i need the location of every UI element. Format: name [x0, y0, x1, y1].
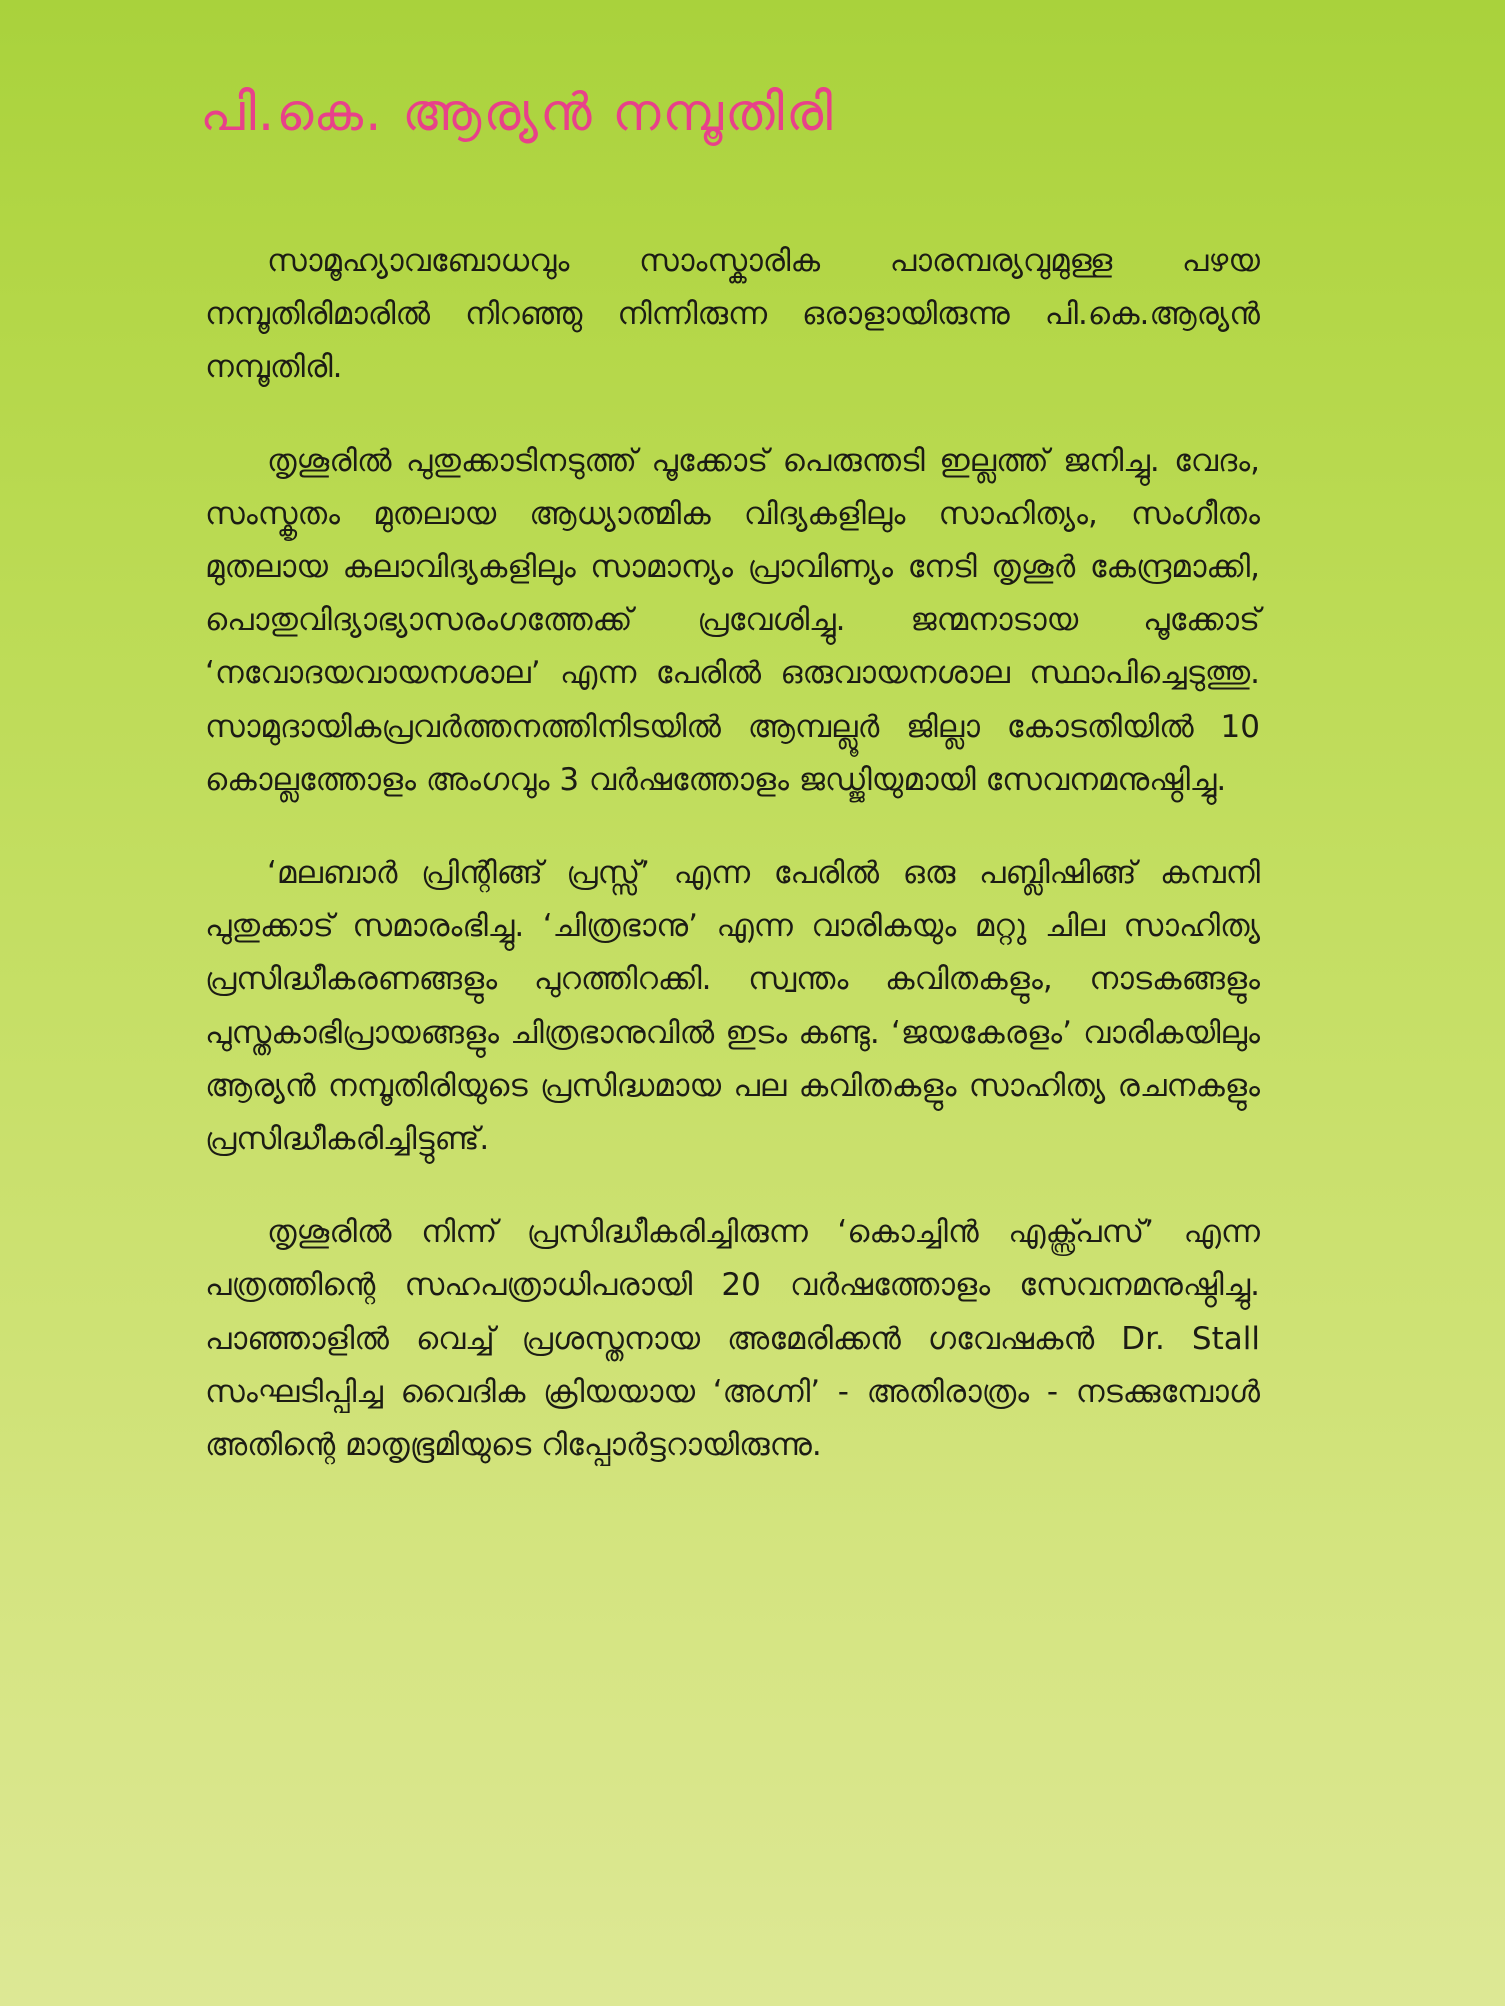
article-body: [205, 235, 1260, 1472]
paragraph-4: തൃശൂരിൽ നിന്ന് പ്രസിദ്ധീകരിച്ചിരുന്ന ‘കൊച്ചിൻ എക്സ്പ്രസ്’ എന്ന പത്രത്തിന്റെ സഹപത്രാധിപരായി 20 വർഷത്തോളം സേവനമനുഷ്ഠിച്ചു. പാഞ്ഞാളിൽ വെച്ച് പ്രശസ്തനായ അമേരിക്കൻ ഗവേഷകൻ Dr. Stall സംഘടിപ്പിച്ച വൈദിക ക്രിയയായ ‘അഗ്നി’ - അതിരാത്രം - നടക്കുമ്പോൾ അതിന്റെ മാതൃഭൂമിയുടെ റിപ്പോർട്ടറായിരുന്നു.: [205, 1214, 1260, 1464]
page-title: പി.കെ. ആര്യൻ നമ്പൂതിരി: [200, 83, 835, 143]
paragraph-1: സാമൂഹ്യാവബോധവും സാംസ്കാരിക പാരമ്പര്യവുമുള്ള പഴയ നമ്പൂതിരിമാരിൽ നിറഞ്ഞു നിന്നിരുന്ന ഒരാളായിരുന്നു പി.കെ.ആര്യൻ നമ്പൂതിരി.: [205, 243, 1260, 386]
paragraph-2: തൃശൂരിൽ പുതുക്കാടിനടുത്ത് പൂക്കോട് പെരുന്തടി ഇല്ലത്ത് ജനിച്ചു. വേദം, സംസ്കൃതം മുതലായ ആധ്യാത്മിക വിദ്യകളിലും സാഹിത്യം, സംഗീതം മുതലായ കലാവിദ്യകളിലും സാമാന്യം പ്രാവിണ്യം നേടി തൃശൂർ കേന്ദ്രമാക്കി, പൊതുവിദ്യാഭ്യാസരംഗത്തേക്ക് പ്രവേശിച്ചു. ജന്മനാടായ പൂക്കോട് ‘നവോദയവായനശാല’ എന്ന പേരിൽ ഒരുവായനശാല സ്ഥാപിച്ചെടുത്തു. സാമുദായികപ്രവർത്തനത്തിനിടയിൽ ആമ്പല്ലൂർ ജില്ലാ കോടതിയിൽ 10 കൊല്ലത്തോളം അംഗവും 3 വർഷത്തോളം ജഡ്ജിയുമായി സേവനമനുഷ്ഠിച്ചു.: [205, 442, 1260, 798]
paragraph-3: ‘മലബാർ പ്രിന്റിങ്ങ് പ്രസ്സ്’ എന്ന പേരിൽ ഒരു പബ്ലിഷിങ്ങ് കമ്പനി പുതുക്കാട് സമാരംഭിച്ചു. ‘ചിത്രഭാനു’ എന്ന വാരികയും മറ്റു ചില സാഹിത്യ പ്രസിദ്ധീകരണങ്ങളും പുറത്തിറക്കി. സ്വന്തം കവിതകളും, നാടകങ്ങളും പുസ്തകാഭിപ്രായങ്ങളും ചിത്രഭാനുവിൽ ഇടം കണ്ടു. ‘ജയകേരളം’ വാരികയിലും ആര്യൻ നമ്പൂതിരിയുടെ പ്രസിദ്ധമായ പല കവിതകളും സാഹിത്യ രചനകളും പ്രസിദ്ധീകരിച്ചിട്ടുണ്ട്.: [205, 855, 1260, 1158]
